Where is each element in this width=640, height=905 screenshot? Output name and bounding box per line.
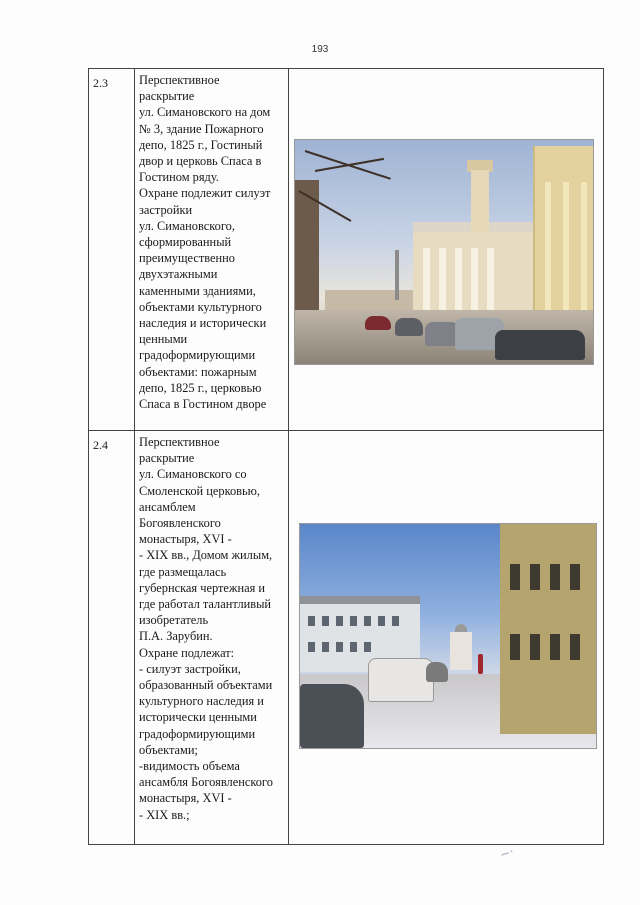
text-line: - XIX вв., Домом жилым, [139,548,273,563]
text-line: ансамблем [139,499,196,514]
text-line: ул. Симановского со [139,467,247,482]
description-cell [135,69,289,431]
photo-car [368,658,434,702]
photo-car [495,330,585,360]
text-line: градоформирующими [139,348,256,363]
row-number-cell [89,69,135,431]
text-line: ул. Симановского на дом [139,105,271,120]
table-row [89,431,604,845]
text-line: Охране подлежат: [139,645,235,660]
text-line: № 3, здание Пожарного [139,121,264,136]
text-line: Богоявленского [139,516,221,531]
text-line: где размещалась [139,564,227,579]
row-number: 2.4 [93,438,108,452]
photo-cell [289,431,604,845]
photo-cell [289,69,604,431]
photo-spire [395,250,399,300]
text-line: двухэтажными [139,267,218,282]
text-line: губернская чертежная и [139,580,266,595]
text-line: сформированный [139,235,232,250]
text-line: Гостином ряду. [139,170,219,185]
photo-right-building [533,146,594,336]
text-line: градоформирующими [139,726,256,741]
text-line: - XIX вв.; [139,807,190,822]
text-line: объектами; [139,742,198,757]
text-line: монастыря, XVI - [139,791,232,806]
text-line: ценными [139,332,188,347]
photo-car [365,316,391,330]
text-line: культурного наследия и [139,694,264,709]
text-line: двор и церковь Спаса в [139,154,262,169]
street-photo-simanovsky [299,523,597,749]
text-line: изобретатель [139,613,209,628]
description-cell [135,431,289,845]
text-line: наследия и исторически [139,316,267,331]
text-line: Перспективное [139,435,220,449]
text-line: монастыря, XVI - [139,532,232,547]
page-number: 193 [311,44,329,55]
photo-fire-tower [471,170,489,232]
protection-table [88,68,604,845]
table-row [89,69,604,431]
text-line: раскрытие [139,89,195,104]
photo-pedestrian [478,654,483,674]
text-line: преимущественно [139,251,235,266]
text-line: Смоленской церковью, [139,483,261,498]
text-line: где работал талантливый [139,597,272,612]
text-line: объектами культурного [139,299,262,314]
photo-church [450,632,472,670]
text-line: объектами: пожарным [139,364,257,379]
photo-car [395,318,423,336]
text-line: -видимость объема [139,759,240,774]
photo-fire-depot-building [413,230,545,322]
row-number: 2.3 [93,76,108,90]
photo-car [426,662,448,682]
text-line: - силуэт застройки, [139,661,241,676]
street-photo-fire-depot [294,139,594,365]
handwritten-mark: ~· [498,844,516,862]
text-line: ансамбля Богоявленского [139,775,273,790]
photo-car [300,684,364,748]
text-line: каменными зданиями, [139,283,256,298]
text-line: застройки [139,202,193,217]
text-line: депо, 1825 г., Гостиный [139,137,263,152]
row-number-cell [89,431,135,845]
text-line: исторически ценными [139,710,257,725]
text-line: депо, 1825 г., церковью [139,380,262,395]
text-line: Охране подлежит силуэт [139,186,271,201]
text-line: раскрытие [139,451,195,466]
text-line: образованный объектами [139,678,273,693]
photo-right-wooden-house [500,524,596,734]
text-line: П.А. Зарубин. [139,629,213,644]
text-line: Перспективное [139,73,220,87]
text-line: Спаса в Гостином дворе [139,397,267,412]
text-line: ул. Симановского, [139,218,235,233]
